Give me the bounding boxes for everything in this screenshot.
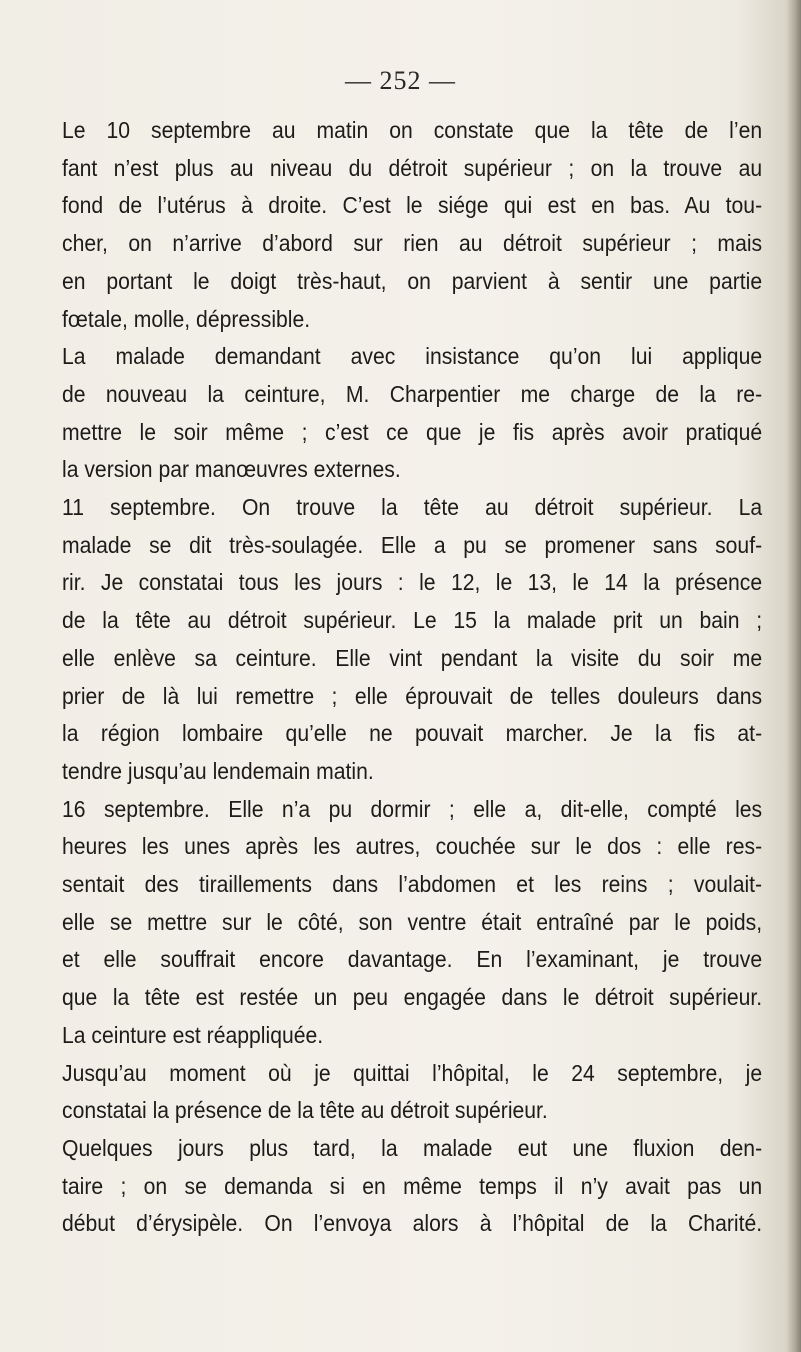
text-line-19: 16 septembre. Elle n’a pu dormir ; elle a, dit-elle, compté les <box>62 795 763 822</box>
text-line-4: cher, on n’arrive d’abord sur rien au détroit supérieur ; mais <box>62 230 763 257</box>
text-line-22: elle se mettre sur le côté, son ventre était entraîné par le poids, <box>62 908 763 935</box>
text-line-3: fond de l’utérus à droite. C’est le siége qui est en bas. Au tou- <box>62 192 763 219</box>
text-line-1: Le 10 septembre au matin on constate que la tête de l’en <box>62 117 763 143</box>
text-line-21: sentait des tiraillements dans l’abdomen et les reins ; voulait- <box>62 871 763 898</box>
page-edge-shadow <box>787 0 801 1352</box>
page-number: — 252 — <box>345 66 456 95</box>
text-line-16: prier de là lui remettre ; elle éprouvait de telles douleurs dans <box>62 682 763 709</box>
text-line-30: début d’érysipèle. On l’envoya alors à l’hôpital de la Charité. <box>62 1210 763 1237</box>
text-line-15: elle enlève sa ceinture. Elle vint pendant la visite du soir me <box>62 644 763 671</box>
text-line-18: tendre jusqu’au lendemain matin. <box>62 757 374 784</box>
body-text <box>62 112 763 1243</box>
text-line-12: malade se dit très-soulagée. Elle a pu se promener sans souf- <box>62 531 763 558</box>
text-line-25: La ceinture est réappliquée. <box>62 1021 324 1048</box>
text-line-23: et elle souffrait encore davantage. En l’examinant, je trouve <box>62 946 763 973</box>
text-line-28: Quelques jours plus tard, la malade eut une fluxion den- <box>62 1134 763 1161</box>
text-line-5: en portant le doigt très-haut, on parvient à sentir une partie <box>62 267 763 294</box>
text-line-13: rir. Je constatai tous les jours : le 12, le 13, le 14 la présence <box>62 569 763 596</box>
text-line-24: que la tête est restée un peu engagée dans le détroit supérieur. <box>62 984 763 1011</box>
text-line-14: de la tête au détroit supérieur. Le 15 la malade prit un bain ; <box>62 607 763 634</box>
text-line-29: taire ; on se demanda si en même temps il n’y avait pas un <box>62 1172 763 1199</box>
text-line-6: fœtale, molle, dépressible. <box>62 305 311 332</box>
text-line-8: de nouveau la ceinture, M. Charpentier me charge de la re- <box>62 380 763 407</box>
text-line-27: constatai la présence de la tête au détroit supérieur. <box>62 1097 548 1124</box>
text-line-11: 11 septembre. On trouve la tête au détroit supérieur. La <box>62 494 763 521</box>
text-line-26: Jusqu’au moment où je quittai l’hôpital, le 24 septembre, je <box>62 1059 763 1086</box>
text-line-7: La malade demandant avec insistance qu’on lui applique <box>62 343 763 370</box>
text-line-20: heures les unes après les autres, couchée sur le dos : elle res- <box>62 833 763 860</box>
text-line-9: mettre le soir même ; c’est ce que je fis après avoir pratiqué <box>62 418 763 445</box>
text-line-10: la version par manœuvres externes. <box>62 456 401 483</box>
text-line-2: fant n’est plus au niveau du détroit supérieur ; on la trouve au <box>62 154 763 181</box>
text-line-17: la région lombaire qu’elle ne pouvait marcher. Je la fis at- <box>62 720 763 747</box>
